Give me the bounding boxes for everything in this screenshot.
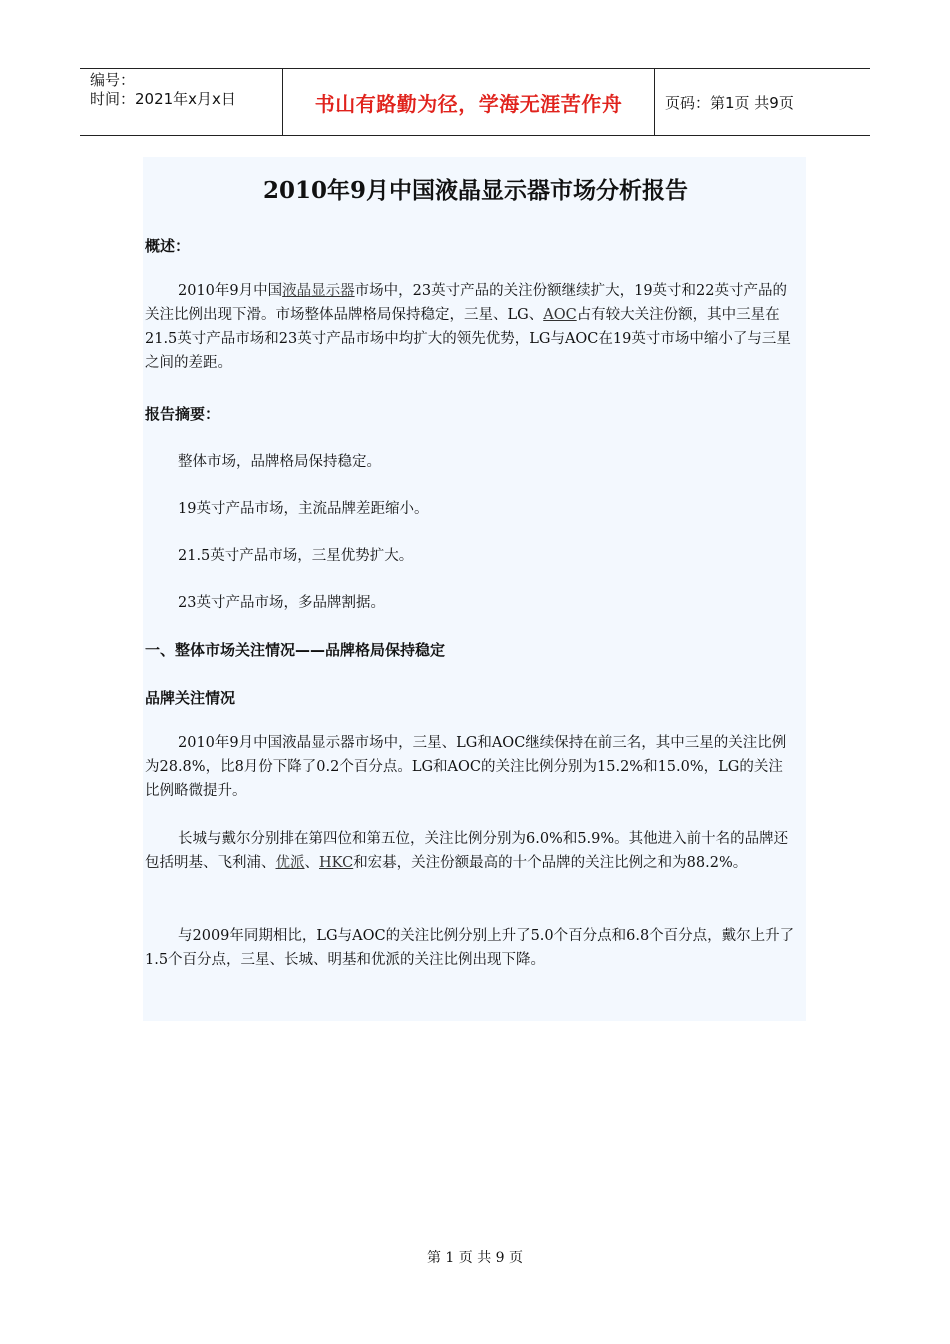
page-footer: 第 1 页 共 9 页: [426, 1250, 524, 1266]
document-number-label: 编号：: [90, 71, 136, 89]
summary-item: 23英寸产品市场，多品牌割据。: [178, 595, 385, 611]
brand-paragraph-2: [145, 827, 797, 875]
aoc-link[interactable]: AOC: [543, 307, 577, 323]
hkc-link[interactable]: HKC: [319, 855, 354, 871]
summary-item: 整体市场，品牌格局保持稳定。: [178, 454, 381, 470]
summary-item: 21.5英寸产品市场，三星优势扩大。: [178, 548, 414, 564]
overview-text-a: 2010年9月中国: [178, 283, 283, 299]
overview-text-b: 市场中，23英寸产品的关注份额继续扩大，19英寸和22英寸产品的关注比例出现下滑。市场整体品牌格局保持稳定，三星、LG、: [145, 283, 787, 323]
overview-text-c: 占有较大关注份额，其中三星在21.5英寸产品市场和23英寸产品市场中均扩大的领先优势，LG与AOC在19英寸市场中缩小了与三星之间的差距。: [145, 307, 791, 371]
summary-item: 19英寸产品市场，主流品牌差距缩小。: [178, 501, 429, 517]
document-title: 2010年9月中国液晶显示器市场分析报告: [262, 177, 689, 204]
section1-heading: 一、整体市场关注情况——品牌格局保持稳定: [145, 641, 446, 659]
header-motto-cell: [282, 69, 655, 135]
header-page-label: 页码：第1页 共9页: [665, 93, 794, 112]
document-body: [143, 157, 806, 1021]
motto-text: 书山有路勤为径，学海无涯苦作舟: [314, 91, 623, 116]
overview-heading: 概述：: [145, 237, 191, 255]
brand-paragraph-3: 与2009年同期相比，LG与AOC的关注比例分别上升了5.0个百分点和6.8个百分点，戴尔上升了1.5个百分点，三星、长城、明基和优派的关注比例出现下降。: [145, 928, 795, 968]
p3-text-a: 长城与戴尔分别排在第四位和第五位，关注比例分别为6.0%和5.9%。其他进入前十名的品牌还包括明基、飞利浦、: [145, 831, 789, 871]
brand-heading: 品牌关注情况: [145, 689, 236, 707]
p3-text-b: 和宏碁，关注份额最高的十个品牌的关注比例之和为88.2%。: [353, 855, 748, 871]
header-table: [80, 68, 870, 136]
header-meta: [80, 69, 282, 135]
date-label: 时间：2021年x月x日: [90, 90, 236, 108]
p3-separator: 、: [304, 855, 319, 871]
lcd-link[interactable]: 液晶显示器: [282, 283, 355, 299]
summary-heading: 报告摘要：: [145, 405, 221, 423]
viewsonic-link[interactable]: 优派: [275, 855, 305, 871]
overview-paragraph: [145, 279, 797, 375]
brand-paragraph-1: 2010年9月中国液晶显示器市场中，三星、LG和AOC继续保持在前三名，其中三星的关注比例为28.8%，比8月份下降了0.2个百分点。LG和AOC的关注比例分别为15.2%和15.0%，LG的关注比例略微提升。: [145, 735, 787, 799]
